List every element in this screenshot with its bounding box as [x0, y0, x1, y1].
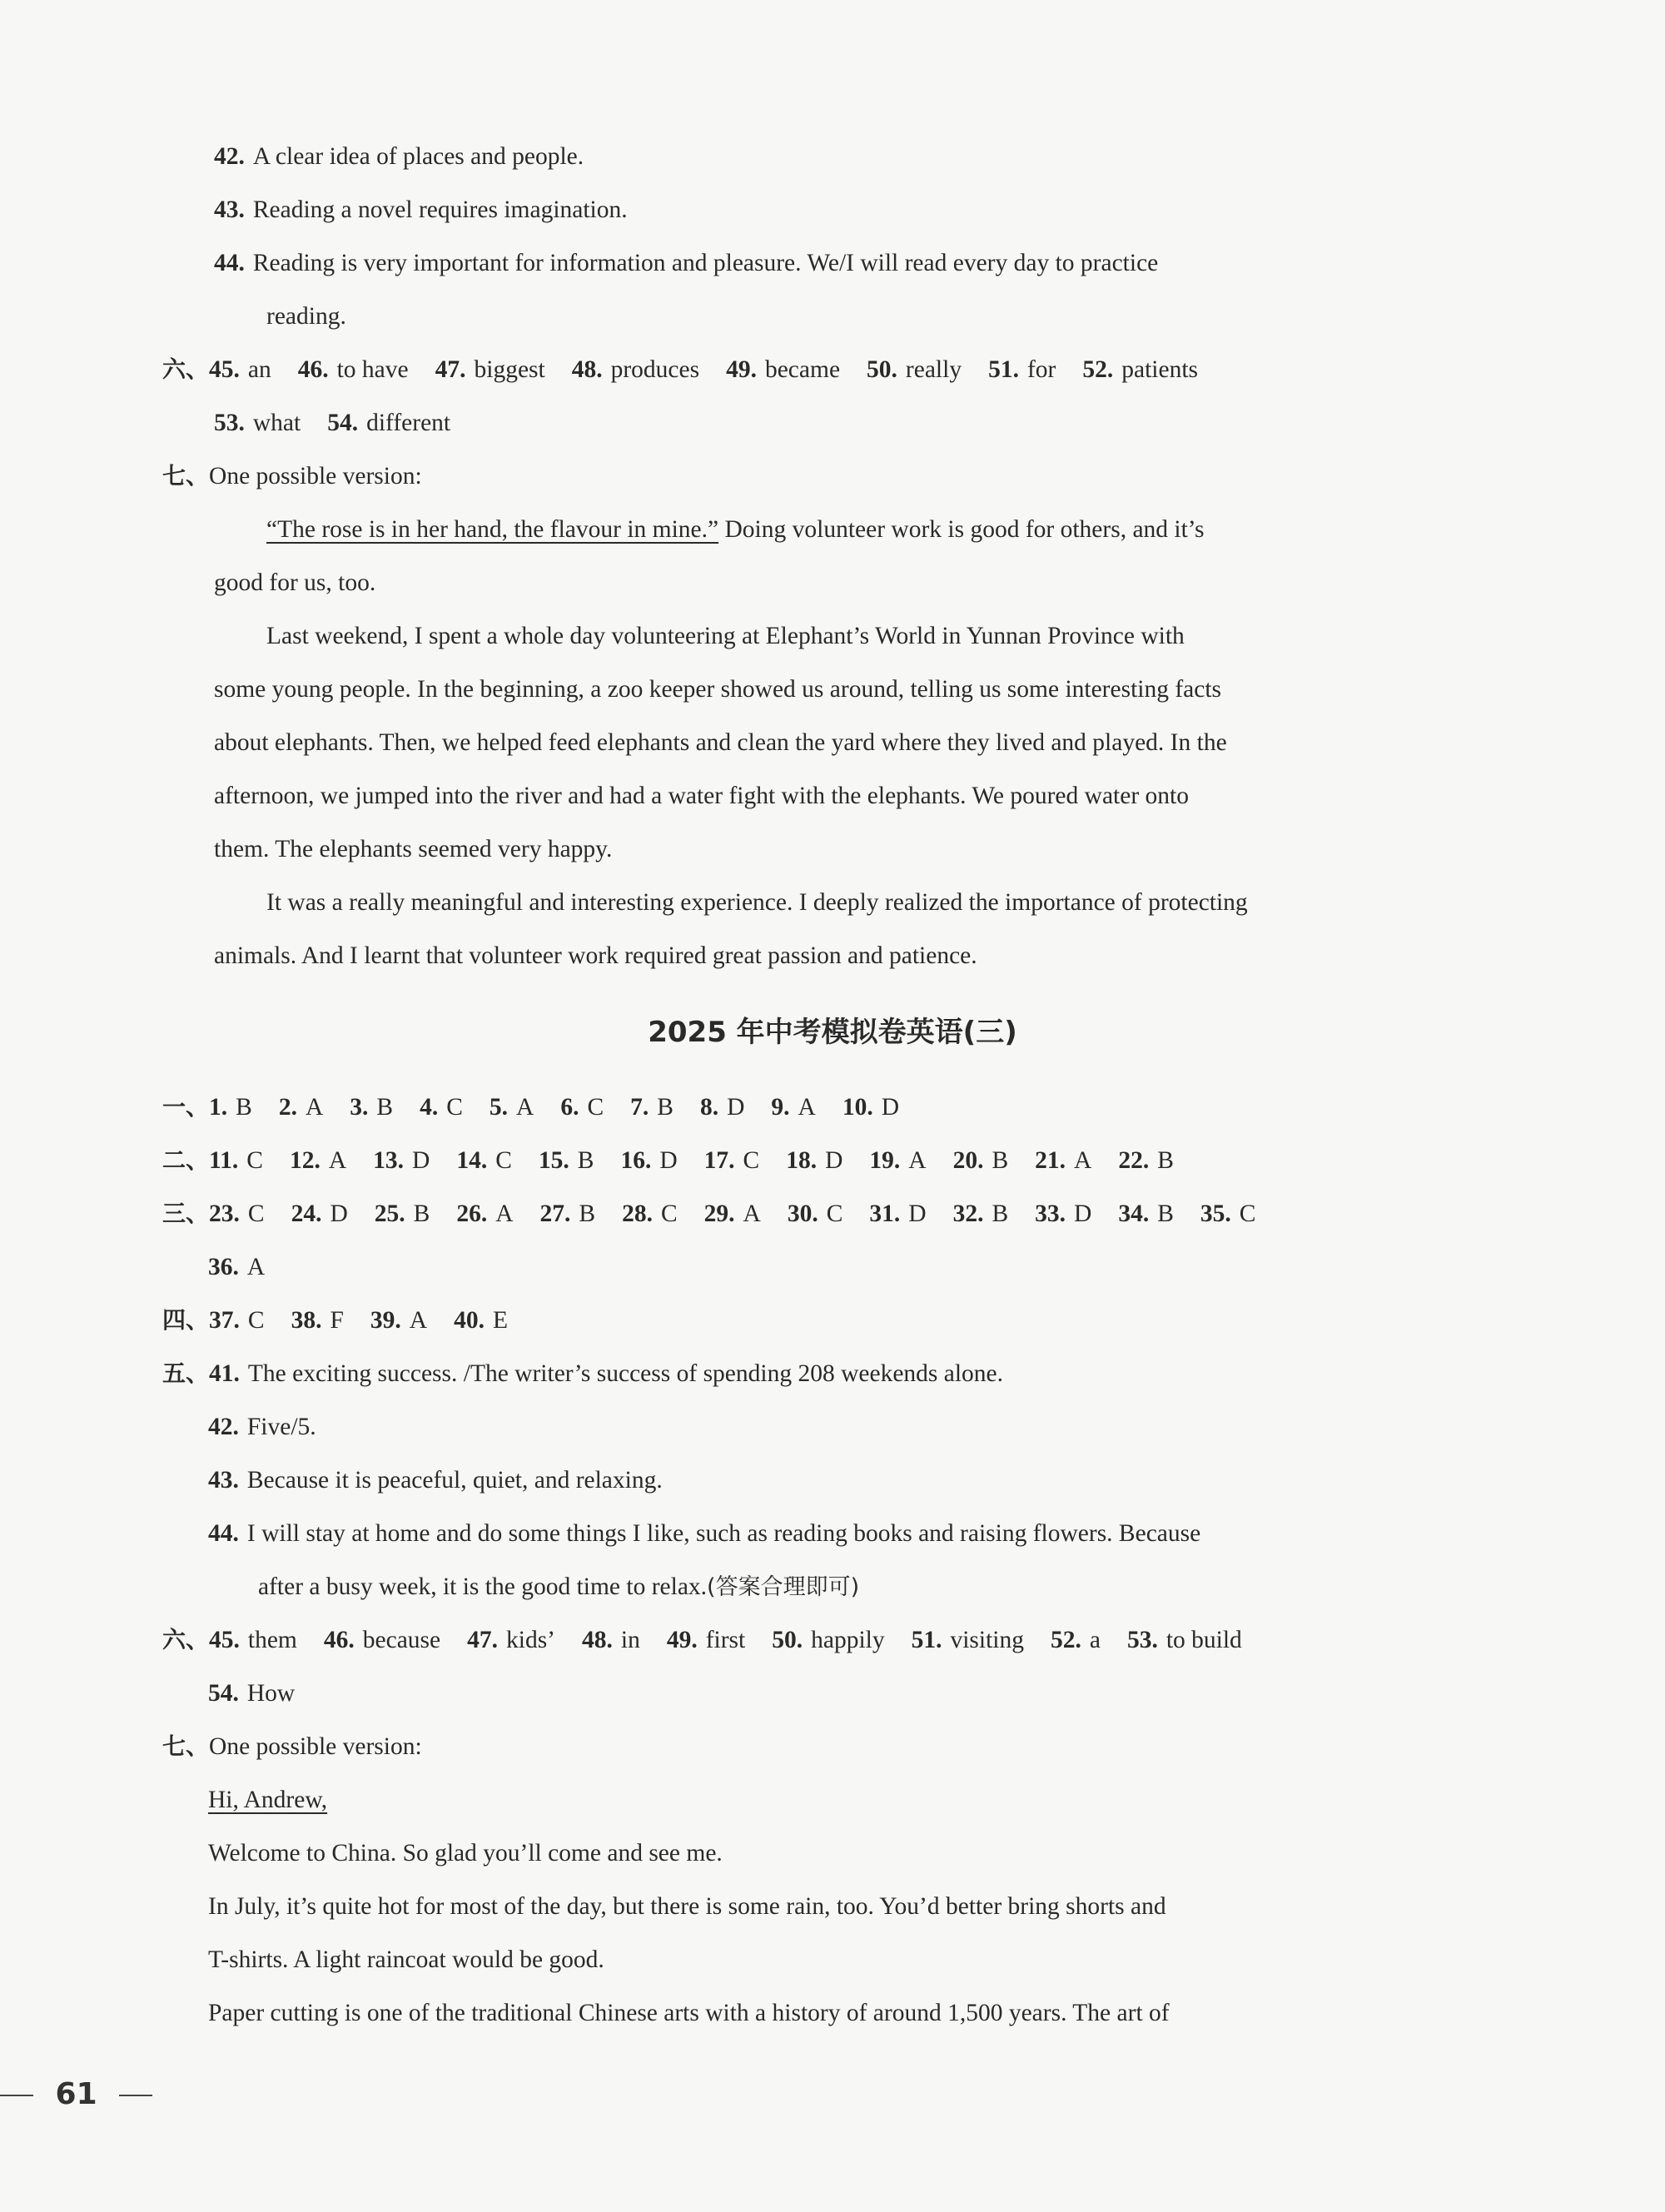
answer-number: 27. — [539, 1200, 571, 1227]
answer-text: really — [905, 356, 962, 383]
answer-text: C — [826, 1200, 843, 1227]
answer-number: 47. — [467, 1627, 498, 1653]
answer-item — [788, 1200, 843, 1227]
answer-text: A — [328, 1147, 347, 1174]
letter-line: In July, it’s quite hot for most of the day, but there is some rain, too. You’d better bring shorts and — [208, 1893, 1166, 1920]
answer-number: 46. — [323, 1627, 355, 1653]
answer-item — [208, 1680, 295, 1707]
answer-text: visiting — [950, 1627, 1024, 1653]
answer-item — [467, 1627, 555, 1653]
answer-number: 34. — [1118, 1200, 1150, 1227]
essay-1-p2-line: some young people. In the beginning, a zoo keeper showed us around, telling us some interesting facts — [214, 676, 1222, 703]
answer-44-cont: reading. — [266, 303, 346, 330]
answer-number: 3. — [350, 1094, 369, 1121]
answer-item — [279, 1094, 323, 1121]
answer-number: 7. — [630, 1094, 649, 1121]
answer-item — [370, 1307, 427, 1334]
answer-number: 45. — [209, 1627, 240, 1653]
answer-text: C — [446, 1094, 463, 1121]
answer-text: B — [657, 1094, 673, 1121]
answer-number: 4. — [420, 1094, 439, 1121]
essay-1-p2-line: about elephants. Then, we helped feed elephants and clean the yard where they lived and played. In the — [214, 729, 1227, 756]
answer-text: A — [743, 1200, 761, 1227]
essay-1-p1: “The rose is in her hand, the flavour in mine.” Doing volunteer work is good for others, and it’s — [266, 516, 1205, 543]
answer-item — [772, 1627, 884, 1653]
answer-number: 38. — [291, 1307, 322, 1334]
answer-number: 40. — [454, 1307, 485, 1334]
answer-42: 42. A clear idea of places and people. — [214, 143, 584, 170]
answer-item — [456, 1147, 512, 1174]
answer-text: A — [908, 1147, 927, 1174]
answer-item — [539, 1147, 594, 1174]
section-6-b-answers-cont — [208, 1677, 1665, 1710]
section-1-answers: 一、1. B 2. A 3. B 4. C 5. A 6. C 7. B 8. D 9. A 10. D — [162, 1093, 900, 1121]
answer-text: A — [495, 1200, 514, 1227]
answer-item — [540, 1200, 596, 1227]
answer-text: an — [247, 356, 271, 383]
answer-item — [420, 1094, 463, 1121]
answer-number: 20. — [952, 1147, 984, 1174]
answer-number: 15. — [538, 1147, 569, 1174]
essay-1-p2-line: them. The elephants seemed very happy. — [214, 836, 613, 862]
answer-number: 47. — [435, 356, 466, 383]
answer-text: B — [1157, 1147, 1174, 1174]
answer-item — [490, 1094, 534, 1121]
answer-item — [869, 1200, 926, 1227]
answer-number: 26. — [456, 1200, 488, 1227]
answer-number: 48. — [571, 356, 603, 383]
answer-item — [842, 1094, 899, 1121]
answer-number: 53. — [214, 410, 245, 436]
answer-item — [869, 1147, 926, 1174]
answer-text: B — [577, 1147, 594, 1174]
answer-number: 45. — [209, 356, 240, 383]
page-number-dash-left — [0, 2095, 33, 2096]
answer-item — [327, 410, 450, 436]
answer-text: C — [660, 1200, 678, 1227]
answer-text: A — [305, 1094, 324, 1121]
answer-text: to build — [1166, 1627, 1242, 1653]
answer-item — [667, 1627, 745, 1653]
answer-text: B — [376, 1094, 394, 1121]
answer-44-b: 44. I will stay at home and do some things I like, such as reading books and raising flowers. Because — [208, 1520, 1201, 1547]
answer-text: C — [495, 1147, 512, 1174]
answer-item — [582, 1627, 640, 1653]
answer-number: 33. — [1035, 1200, 1066, 1227]
answer-item — [208, 1254, 265, 1280]
answer-number: 16. — [620, 1147, 652, 1174]
answer-number: 10. — [842, 1094, 873, 1121]
answer-text: in — [620, 1627, 640, 1653]
answer-text: for — [1026, 356, 1056, 383]
answer-item — [1035, 1147, 1091, 1174]
answer-number: 24. — [291, 1200, 322, 1227]
essay-1-p2-line: afternoon, we jumped into the river and had a water fight with the elephants. We poured water onto — [214, 783, 1189, 809]
answer-number: 14. — [456, 1147, 488, 1174]
answer-text: E — [492, 1307, 508, 1334]
answer-text: D — [727, 1094, 745, 1121]
answer-text: D — [659, 1147, 678, 1174]
answer-item — [209, 1094, 252, 1121]
answer-text: C — [247, 1200, 265, 1227]
section-3-answers-cont — [208, 1250, 1665, 1284]
answer-text: to have — [336, 356, 409, 383]
answer-text: happily — [811, 1627, 885, 1653]
answer-text: B — [1157, 1200, 1174, 1227]
section-7-b-intro: 七、One possible version: — [162, 1732, 422, 1760]
answer-number: 52. — [1082, 356, 1114, 383]
answer-item — [912, 1627, 1024, 1653]
answer-item — [209, 1200, 265, 1227]
answer-number: 50. — [867, 356, 897, 383]
answer-number: 11. — [209, 1147, 239, 1174]
answer-number: 22. — [1118, 1147, 1150, 1174]
answer-item — [435, 356, 545, 383]
answer-text: them — [247, 1627, 297, 1653]
answer-41: 五、41. The exciting success. /The writer’s success of spending 208 weekends alone. — [162, 1360, 1004, 1387]
answer-number: 39. — [370, 1307, 401, 1334]
answer-number: 6. — [560, 1094, 579, 1121]
answer-number: 36. — [208, 1254, 239, 1280]
answer-item — [622, 1200, 678, 1227]
answer-number: 18. — [786, 1147, 818, 1174]
answer-item — [704, 1147, 760, 1174]
exam-title: 2025 年中考模拟卷英语(三) — [648, 1016, 1017, 1049]
answer-text: D — [1074, 1200, 1092, 1227]
answer-number: 49. — [726, 356, 757, 383]
essay-1-p1-cont: good for us, too. — [214, 569, 376, 596]
answer-text: what — [252, 410, 301, 436]
answer-number: 19. — [869, 1147, 901, 1174]
page-number: 61 — [0, 2077, 152, 2111]
answer-item — [700, 1094, 744, 1121]
answer-number: 35. — [1200, 1200, 1231, 1227]
answer-text: patients — [1121, 356, 1198, 383]
answer-number: 37. — [209, 1307, 240, 1334]
answer-item — [209, 1147, 263, 1174]
answer-text: because — [362, 1627, 441, 1653]
answer-item — [560, 1094, 604, 1121]
section-6-answers: 六、45. an 46. to have 47. biggest 48. produces 49. became 50. really 51. for 52. patients — [162, 355, 1198, 383]
answer-item — [704, 1200, 761, 1227]
answer-text: B — [992, 1147, 1009, 1174]
answer-43: 43. Reading a novel requires imagination. — [214, 196, 628, 223]
section-3-answers: 三、23. C 24. D 25. B 26. A 27. B 28. C 29. A 30. C 31. D 32. B 33. D 34. B 35. C — [162, 1200, 1256, 1227]
answer-text: a — [1089, 1627, 1101, 1653]
answer-item — [454, 1307, 508, 1334]
answer-item — [630, 1094, 673, 1121]
answer-text: How — [246, 1680, 296, 1707]
answer-item — [771, 1094, 815, 1121]
answer-number: 25. — [374, 1200, 405, 1227]
answer-item — [1200, 1200, 1256, 1227]
answer-text: became — [764, 356, 841, 383]
answer-item — [209, 1627, 297, 1653]
answer-item — [953, 1147, 1009, 1174]
answer-44: 44. Reading is very important for information and pleasure. We/I will read every day to practice — [214, 250, 1159, 276]
answer-text: D — [330, 1200, 348, 1227]
answer-text: A — [409, 1307, 428, 1334]
answer-number: 32. — [952, 1200, 984, 1227]
answer-number: 53. — [1126, 1627, 1158, 1653]
answer-number: 52. — [1051, 1627, 1081, 1653]
answer-item — [988, 356, 1056, 383]
answer-number: 51. — [911, 1627, 942, 1653]
answer-text: produces — [610, 356, 700, 383]
answer-text: A — [1074, 1147, 1092, 1174]
answer-item — [726, 356, 840, 383]
answer-43-b: 43. Because it is peaceful, quiet, and relaxing. — [208, 1467, 663, 1494]
answer-item — [373, 1147, 430, 1174]
answer-number: 9. — [771, 1094, 790, 1121]
answer-text: C — [247, 1307, 265, 1334]
answer-text: A — [516, 1094, 534, 1121]
answer-item — [1118, 1200, 1174, 1227]
answer-text: D — [881, 1094, 900, 1121]
answer-item — [290, 1147, 346, 1174]
answer-item — [214, 410, 301, 436]
answer-number: 54. — [327, 410, 359, 436]
answer-42-b: 42. Five/5. — [208, 1414, 316, 1440]
answer-text: kids’ — [506, 1627, 555, 1653]
answer-number: 29. — [703, 1200, 735, 1227]
section-2-answers: 二、11. C 12. A 13. D 14. C 15. B 16. D 17. C 18. D 19. A 20. B 21. A 22. B — [162, 1146, 1174, 1174]
answer-number: 28. — [622, 1200, 653, 1227]
answer-text: C — [743, 1147, 760, 1174]
answer-item — [209, 1307, 265, 1334]
answer-item — [456, 1200, 513, 1227]
answer-number: 48. — [582, 1627, 613, 1653]
answer-number: 5. — [489, 1094, 509, 1121]
answer-text: B — [236, 1094, 252, 1121]
answer-item — [867, 356, 962, 383]
answer-text: A — [246, 1254, 266, 1280]
answer-item — [375, 1200, 430, 1227]
section-6-b-answers: 六、45. them 46. because 47. kids’ 48. in 49. first 50. happily 51. visiting 52. a 53. to build — [162, 1626, 1242, 1653]
answer-text: A — [798, 1094, 816, 1121]
answer-text: C — [1239, 1200, 1256, 1227]
answer-item — [324, 1627, 440, 1653]
answer-text: C — [587, 1094, 604, 1121]
answer-item — [350, 1094, 393, 1121]
answer-item — [1051, 1627, 1101, 1653]
page-number-dash-right — [119, 2095, 152, 2096]
answer-number: 49. — [666, 1627, 698, 1653]
answer-item — [1127, 1627, 1242, 1653]
answer-number: 21. — [1035, 1147, 1066, 1174]
answer-number: 51. — [988, 356, 1019, 383]
answer-item — [298, 356, 409, 383]
letter-line: Welcome to China. So glad you’ll come and see me. — [208, 1840, 723, 1867]
answer-item — [1082, 356, 1198, 383]
letter-line: T-shirts. A light raincoat would be good. — [208, 1946, 604, 1973]
answer-text: B — [579, 1200, 596, 1227]
answer-text: biggest — [474, 356, 545, 383]
answer-text: B — [413, 1200, 430, 1227]
answer-item — [291, 1307, 344, 1334]
answer-number: 17. — [703, 1147, 735, 1174]
answer-text: D — [825, 1147, 843, 1174]
answer-number: 30. — [787, 1200, 818, 1227]
essay-1-p3-line: animals. And I learnt that volunteer work required great passion and patience. — [214, 942, 977, 969]
answer-number: 46. — [297, 356, 329, 383]
letter-line: Paper cutting is one of the traditional Chinese arts with a history of around 1,500 years. The art of — [208, 2000, 1170, 2026]
section-6-answers-cont — [214, 406, 1665, 440]
answer-number: 12. — [289, 1147, 321, 1174]
answer-number: 1. — [209, 1094, 228, 1121]
answer-number: 2. — [278, 1094, 297, 1121]
essay-1-p3-line: It was a really meaningful and interesting experience. I deeply realized the importance of protecting — [266, 889, 1248, 916]
answer-item — [620, 1147, 677, 1174]
section-7-intro: 七、One possible version: — [162, 462, 422, 490]
section-4-answers: 四、37. C 38. F 39. A 40. E — [162, 1306, 508, 1334]
answer-text: different — [366, 410, 451, 436]
answer-item — [953, 1200, 1009, 1227]
answer-text: D — [908, 1200, 927, 1227]
letter-greeting: Hi, Andrew, — [208, 1787, 328, 1813]
answer-text: C — [246, 1147, 263, 1174]
answer-item — [786, 1147, 842, 1174]
answer-item — [209, 356, 271, 383]
answer-text: D — [412, 1147, 430, 1174]
answer-number: 54. — [208, 1680, 239, 1707]
answer-item — [291, 1200, 348, 1227]
answer-text: F — [330, 1307, 344, 1334]
answer-text: first — [705, 1627, 746, 1653]
answer-item — [1035, 1200, 1091, 1227]
answer-number: 50. — [772, 1627, 803, 1653]
answer-44-b-cont: after a busy week, it is the good time to relax.(答案合理即可) — [258, 1573, 860, 1600]
answer-number: 13. — [373, 1147, 405, 1174]
answer-number: 8. — [699, 1094, 719, 1121]
answer-number: 23. — [209, 1200, 240, 1227]
answer-number: 31. — [869, 1200, 901, 1227]
answer-item — [572, 356, 699, 383]
answer-item — [1118, 1147, 1174, 1174]
essay-1-p2-line: Last weekend, I spent a whole day volunteering at Elephant’s World in Yunnan Province with — [266, 623, 1185, 649]
answer-text: B — [992, 1200, 1009, 1227]
